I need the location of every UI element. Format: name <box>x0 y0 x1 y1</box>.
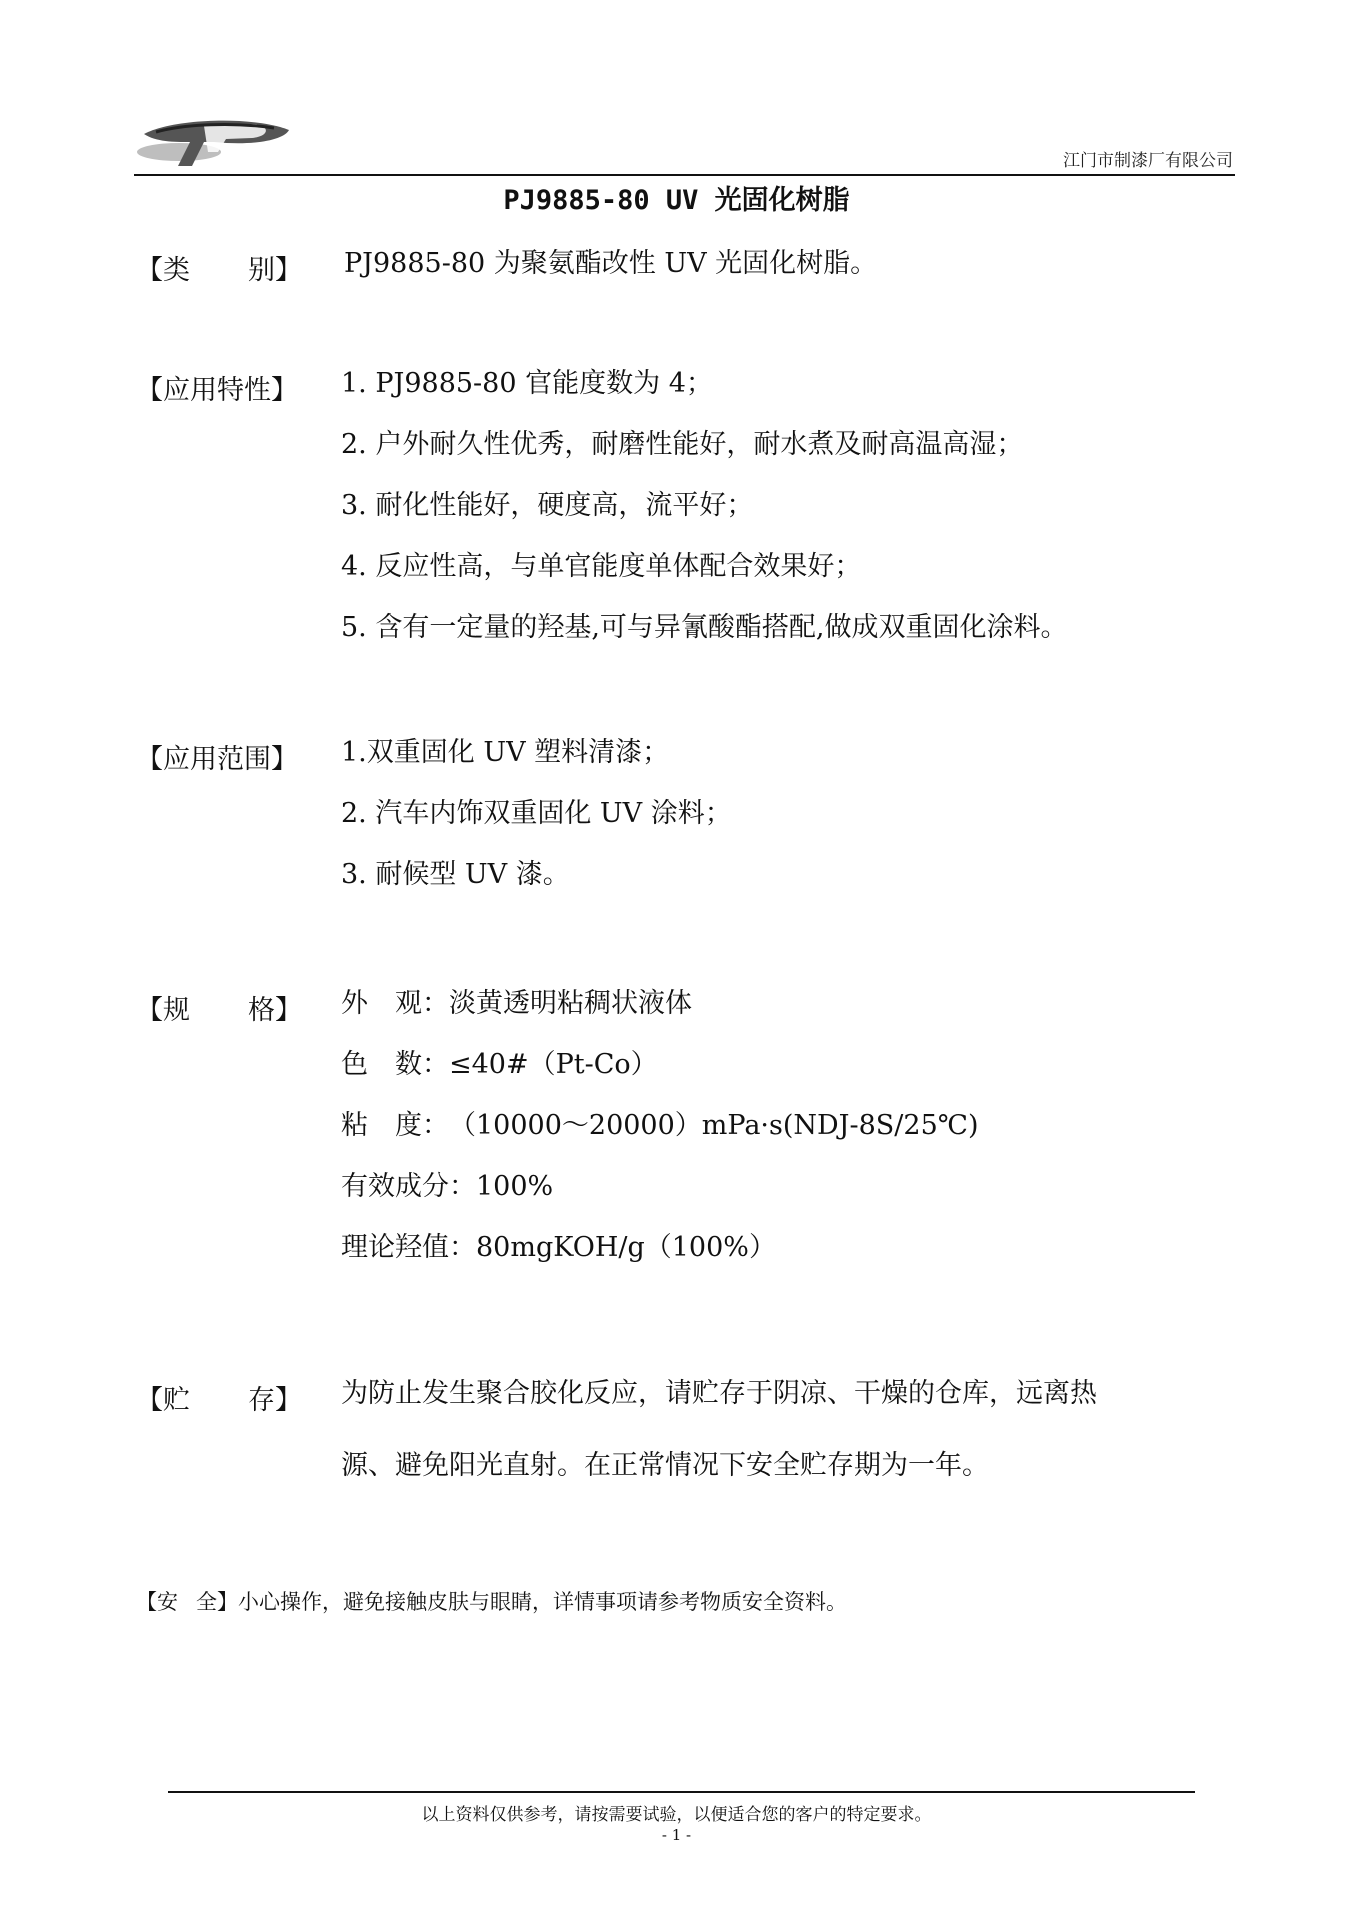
storage-line: 源、避免阳光直射。在正常情况下安全贮存期为一年。 <box>341 1450 989 1481</box>
list-item: 2. 汽车内饰双重固化 UV 涂料； <box>341 798 732 829</box>
section-label: 【应用特性】 <box>136 375 298 406</box>
page-number: - 1 - <box>661 1826 692 1844</box>
safety-text: 小心操作，避免接触皮肤与眼睛，详情事项请参考物质安全资料。 <box>238 1590 847 1614</box>
list-item: 1.双重固化 UV 塑料清漆； <box>341 737 670 768</box>
storage-line: 为防止发生聚合胶化反应，请贮存于阴凉、干燥的仓库，远离热 <box>341 1378 1097 1409</box>
list-item: 5. 含有一定量的羟基,可与异氰酸酯搭配,做成双重固化涂料。 <box>341 612 1068 643</box>
section-label: 【规 格】 <box>136 995 302 1026</box>
list-item: 3. 耐化性能好，硬度高，流平好； <box>341 490 754 521</box>
spec-row: 色 数：≤40#（Pt-Co） <box>341 1049 658 1080</box>
list-item: 2. 户外耐久性优秀，耐磨性能好，耐水煮及耐高温高湿； <box>341 429 1024 460</box>
footer-note: 以上资料仅供参考，请按需要试验，以便适合您的客户的特定要求。 <box>421 1805 932 1825</box>
spec-row: 粘 度：（10000～20000）mPa·s(NDJ-8S/25℃) <box>341 1110 979 1141</box>
list-item: 3. 耐候型 UV 漆。 <box>341 859 570 890</box>
spec-row: 外 观：淡黄透明粘稠状液体 <box>341 988 692 1019</box>
list-item: 1. PJ9885-80 官能度数为 4； <box>341 368 713 399</box>
footer-divider <box>168 1791 1195 1793</box>
category-text: PJ9885-80 为聚氨酯改性 UV 光固化树脂。 <box>344 248 878 279</box>
company-name: 江门市制漆厂有限公司 <box>1063 151 1233 171</box>
spec-row: 理论羟值：80mgKOH/g（100%） <box>341 1232 776 1263</box>
section-label: 【安 全】小心操作，避免接触皮肤与眼睛，详情事项请参考物质安全资料。 <box>136 1590 847 1614</box>
document-title: PJ9885-80 UV 光固化树脂 <box>503 185 850 216</box>
section-label: 【应用范围】 <box>136 744 298 775</box>
header-divider <box>134 174 1235 176</box>
spec-row: 有效成分：100% <box>341 1171 554 1202</box>
section-label: 【贮 存】 <box>136 1385 302 1416</box>
list-item: 4. 反应性高，与单官能度单体配合效果好； <box>341 551 862 582</box>
company-logo <box>134 112 294 174</box>
section-label: 【类 别】 <box>136 255 302 286</box>
